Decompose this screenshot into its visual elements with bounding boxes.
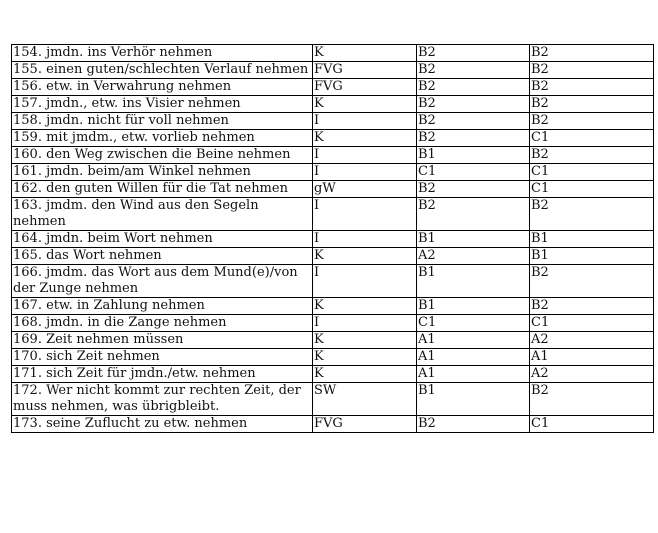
table-row bbox=[12, 349, 654, 366]
idiom-cell: 168. jmdn. in die Zange nehmen bbox=[12, 315, 313, 332]
level-a-cell: B1 bbox=[417, 231, 530, 248]
level-a-cell: B2 bbox=[417, 113, 530, 130]
table-row bbox=[12, 147, 654, 164]
level-a-cell: B2 bbox=[417, 45, 530, 62]
level-a-cell: A1 bbox=[417, 349, 530, 366]
type-cell: gW bbox=[313, 181, 417, 198]
table-row bbox=[12, 315, 654, 332]
level-a-cell: B2 bbox=[417, 416, 530, 433]
level-b-cell: A2 bbox=[530, 332, 654, 349]
level-a-cell: B1 bbox=[417, 147, 530, 164]
level-a-cell: B2 bbox=[417, 181, 530, 198]
type-cell: K bbox=[313, 248, 417, 265]
level-b-cell: B2 bbox=[530, 383, 654, 416]
table-row bbox=[12, 79, 654, 96]
type-cell: K bbox=[313, 332, 417, 349]
type-cell: SW bbox=[313, 383, 417, 416]
table-row bbox=[12, 164, 654, 181]
level-b-cell: B2 bbox=[530, 298, 654, 315]
level-b-cell: B2 bbox=[530, 79, 654, 96]
level-b-cell: C1 bbox=[530, 416, 654, 433]
type-cell: I bbox=[313, 265, 417, 298]
level-a-cell: A1 bbox=[417, 366, 530, 383]
type-cell: FVG bbox=[313, 62, 417, 79]
type-cell: K bbox=[313, 366, 417, 383]
type-cell: I bbox=[313, 198, 417, 231]
type-cell: K bbox=[313, 45, 417, 62]
level-b-cell: C1 bbox=[530, 130, 654, 147]
idiom-cell: 164. jmdn. beim Wort nehmen bbox=[12, 231, 313, 248]
idiom-cell: 160. den Weg zwischen die Beine nehmen bbox=[12, 147, 313, 164]
level-b-cell: C1 bbox=[530, 315, 654, 332]
table-row bbox=[12, 332, 654, 349]
idiom-cell: 155. einen guten/schlechten Verlauf nehmen bbox=[12, 62, 313, 79]
type-cell: I bbox=[313, 164, 417, 181]
table-row bbox=[12, 231, 654, 248]
table-row bbox=[12, 62, 654, 79]
type-cell: K bbox=[313, 96, 417, 113]
type-cell: FVG bbox=[313, 79, 417, 96]
idiom-cell: 163. jmdm. den Wind aus den Segeln nehmen bbox=[12, 198, 313, 231]
idiom-cell: 158. jmdn. nicht für voll nehmen bbox=[12, 113, 313, 130]
level-b-cell: B2 bbox=[530, 45, 654, 62]
level-b-cell: B2 bbox=[530, 147, 654, 164]
level-b-cell: C1 bbox=[530, 164, 654, 181]
idiom-cell: 170. sich Zeit nehmen bbox=[12, 349, 313, 366]
type-cell: I bbox=[313, 147, 417, 164]
type-cell: K bbox=[313, 349, 417, 366]
level-a-cell: B1 bbox=[417, 383, 530, 416]
level-a-cell: B2 bbox=[417, 96, 530, 113]
idiom-cell: 171. sich Zeit für jmdn./etw. nehmen bbox=[12, 366, 313, 383]
level-a-cell: B1 bbox=[417, 265, 530, 298]
level-b-cell: B2 bbox=[530, 96, 654, 113]
idiom-cell: 154. jmdn. ins Verhör nehmen bbox=[12, 45, 313, 62]
type-cell: K bbox=[313, 298, 417, 315]
level-a-cell: B2 bbox=[417, 130, 530, 147]
level-a-cell: B2 bbox=[417, 62, 530, 79]
type-cell: I bbox=[313, 113, 417, 130]
level-a-cell: A2 bbox=[417, 248, 530, 265]
type-cell: K bbox=[313, 130, 417, 147]
level-b-cell: B2 bbox=[530, 62, 654, 79]
idiom-cell: 157. jmdn., etw. ins Visier nehmen bbox=[12, 96, 313, 113]
level-a-cell: C1 bbox=[417, 315, 530, 332]
type-cell: I bbox=[313, 315, 417, 332]
table-row bbox=[12, 181, 654, 198]
level-a-cell: C1 bbox=[417, 164, 530, 181]
level-b-cell: B2 bbox=[530, 113, 654, 130]
level-b-cell: B2 bbox=[530, 198, 654, 231]
table-row bbox=[12, 198, 654, 231]
idiom-cell: 173. seine Zuflucht zu etw. nehmen bbox=[12, 416, 313, 433]
table-row bbox=[12, 96, 654, 113]
level-b-cell: B2 bbox=[530, 265, 654, 298]
table-row bbox=[12, 130, 654, 147]
level-b-cell: C1 bbox=[530, 181, 654, 198]
level-b-cell: A1 bbox=[530, 349, 654, 366]
table-row bbox=[12, 113, 654, 130]
level-b-cell: B1 bbox=[530, 231, 654, 248]
type-cell: I bbox=[313, 231, 417, 248]
idiom-cell: 165. das Wort nehmen bbox=[12, 248, 313, 265]
level-a-cell: B1 bbox=[417, 298, 530, 315]
level-b-cell: A2 bbox=[530, 366, 654, 383]
table-row bbox=[12, 265, 654, 298]
table-row bbox=[12, 416, 654, 433]
level-a-cell: B2 bbox=[417, 198, 530, 231]
idiom-cell: 162. den guten Willen für die Tat nehmen bbox=[12, 181, 313, 198]
level-b-cell: B1 bbox=[530, 248, 654, 265]
idiom-table bbox=[11, 44, 654, 433]
table-row bbox=[12, 298, 654, 315]
table-row bbox=[12, 248, 654, 265]
idiom-table-body bbox=[12, 45, 654, 433]
level-a-cell: A1 bbox=[417, 332, 530, 349]
idiom-cell: 169. Zeit nehmen müssen bbox=[12, 332, 313, 349]
table-row bbox=[12, 366, 654, 383]
idiom-cell: 156. etw. in Verwahrung nehmen bbox=[12, 79, 313, 96]
table-row bbox=[12, 383, 654, 416]
type-cell: FVG bbox=[313, 416, 417, 433]
idiom-cell: 167. etw. in Zahlung nehmen bbox=[12, 298, 313, 315]
idiom-cell: 172. Wer nicht kommt zur rechten Zeit, der muss nehmen, was übrigbleibt. bbox=[12, 383, 313, 416]
idiom-cell: 161. jmdn. beim/am Winkel nehmen bbox=[12, 164, 313, 181]
table-row bbox=[12, 45, 654, 62]
level-a-cell: B2 bbox=[417, 79, 530, 96]
idiom-cell: 166. jmdm. das Wort aus dem Mund(e)/von der Zunge nehmen bbox=[12, 265, 313, 298]
idiom-cell: 159. mit jmdm., etw. vorlieb nehmen bbox=[12, 130, 313, 147]
